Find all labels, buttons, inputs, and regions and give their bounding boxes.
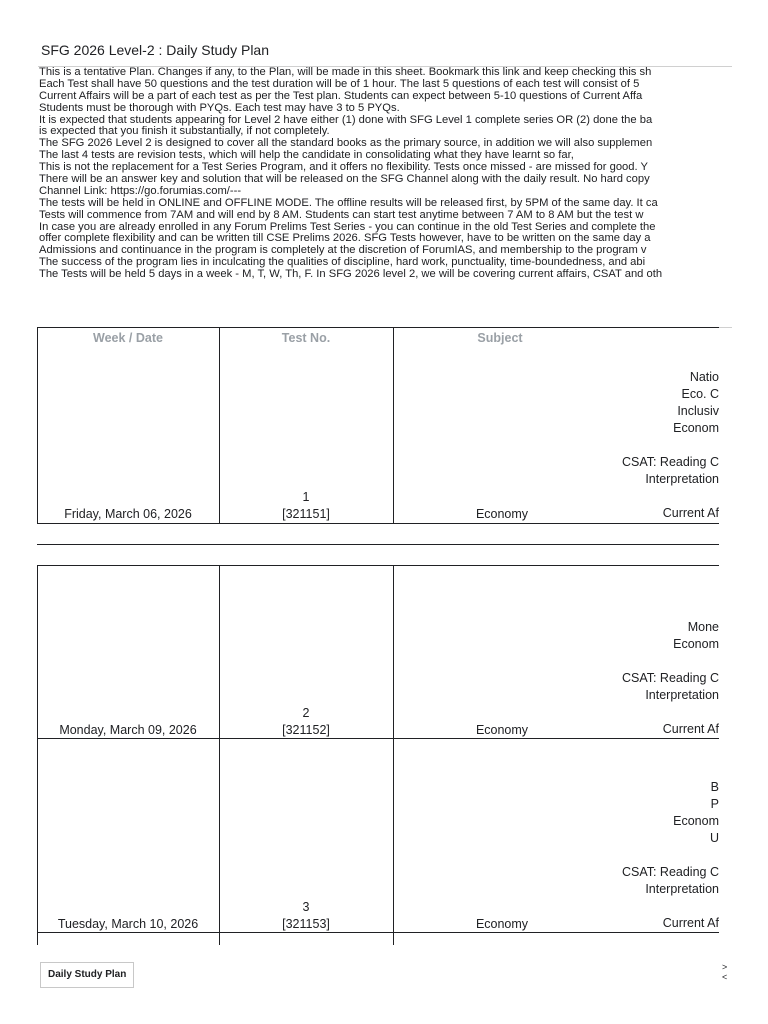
topic-line: Econom (673, 637, 719, 651)
note-line[interactable]: Admissions and continuance in the program is completely at the discretion of ForumIAS, and membership to the program v (39, 245, 647, 257)
note-line[interactable]: is expected that you finish it substantially, if not completely. (39, 126, 330, 138)
note-line[interactable]: There will be an answer key and solution that will be released on the SFG Channel along with the daily result. No hard copy (39, 174, 650, 186)
topic-line: Current Af (662, 722, 719, 736)
topic-line (622, 704, 719, 721)
topic-line (622, 488, 719, 505)
note-line[interactable]: The success of the program lies in inculcating the qualities of discipline, hard work, punctuality, time-boundedness, and abi (39, 257, 646, 269)
row-subject-cell[interactable]: Economy (475, 507, 529, 521)
grid-line (219, 327, 220, 523)
sheet-title: SFG 2026 Level-2 : Daily Study Plan (41, 42, 270, 58)
topic-line: P (710, 797, 719, 811)
grid-line (37, 327, 719, 328)
topic-line: Econom (673, 814, 719, 828)
topic-line: Interpretation (645, 472, 719, 486)
topic-line: Current Af (662, 506, 719, 520)
row-date-cell[interactable]: Friday, March 06, 2026 (64, 507, 192, 521)
grid-line (37, 523, 719, 524)
note-line[interactable]: It is expected that students appearing for Level 2 have either (1) done with SFG Level 1 complete series OR (2) done the ba (39, 114, 653, 126)
note-line[interactable]: Channel Link: https://go.forumias.com/--- (39, 185, 242, 197)
topic-line: CSAT: Reading C (621, 865, 719, 879)
topic-line: CSAT: Reading C (621, 671, 719, 685)
row-subject-cell[interactable]: Economy (475, 917, 529, 931)
grid-line (37, 565, 38, 945)
topic-line: Current Af (662, 916, 719, 930)
grid-line (393, 327, 394, 523)
topic-line: Econom (673, 421, 719, 435)
topic-line (622, 898, 719, 915)
row-topics-cell[interactable] (622, 779, 719, 932)
note-line[interactable]: Students must be thorough with PYQs. Each test may have 3 to 5 PYQs. (39, 102, 400, 114)
note-line[interactable]: The tests will be held in ONLINE and OFFLINE MODE. The offline results will be released first, by 5PM of the same day. It ca (39, 197, 658, 209)
row-date-cell[interactable]: Tuesday, March 10, 2026 (57, 917, 199, 931)
sheet-tab-daily-study-plan[interactable]: Daily Study Plan (40, 962, 134, 988)
row-test-number[interactable]: 1 (302, 490, 310, 504)
header-subject[interactable]: Subject (477, 331, 523, 345)
grid-line (37, 327, 38, 523)
topic-line (622, 847, 719, 864)
chevron-right-icon[interactable]: > (722, 962, 728, 972)
notes-block (38, 66, 732, 328)
sheet-nav-arrows[interactable] (722, 962, 727, 982)
header-test-no[interactable]: Test No. (281, 331, 331, 345)
row-test-number[interactable]: 3 (302, 900, 310, 914)
grid-line (219, 565, 220, 945)
row-subject-cell[interactable]: Economy (475, 723, 529, 737)
note-line[interactable]: This is a tentative Plan. Changes if any, to the Plan, will be made in this sheet. Bookmark this link and keep checking this sh (39, 67, 652, 78)
topic-line: Interpretation (645, 882, 719, 896)
grid-line (37, 932, 719, 933)
row-topics-cell[interactable] (622, 619, 719, 738)
note-line[interactable]: This is not the replacement for a Test Series Program, and it offers no flexibility. Tests once missed - are missed for good. Y (39, 162, 648, 174)
grid-line (37, 738, 719, 739)
topic-line: Interpretation (645, 688, 719, 702)
topic-line: Natio (689, 370, 719, 384)
header-date[interactable]: Week / Date (93, 331, 163, 345)
note-line[interactable]: Current Affairs will be a part of each test as per the Test plan. Students can expect between 5-10 questions of Current Affa (39, 90, 643, 102)
grid-line (37, 565, 719, 566)
row-test-code[interactable]: [321152] (282, 723, 330, 737)
row-test-code[interactable]: [321151] (282, 507, 330, 521)
chevron-left-icon[interactable]: < (722, 972, 728, 982)
note-line[interactable]: The SFG 2026 Level 2 is designed to cover all the standard books as the primary source, in addition we will also supplemen (39, 138, 653, 150)
note-line[interactable]: The Tests will be held 5 days in a week - M, T, W, Th, F. In SFG 2026 level 2, we will be covering current affairs, CSAT and oth (39, 269, 663, 281)
note-line[interactable]: The last 4 tests are revision tests, which will help the candidate in consolidating what they have learnt so far, (39, 150, 574, 162)
topic-line: B (710, 780, 719, 794)
topic-line: U (709, 831, 719, 845)
topic-line: CSAT: Reading C (621, 455, 719, 469)
topic-line: Eco. C (681, 387, 719, 401)
row-topics-cell[interactable] (622, 369, 719, 522)
topic-line (622, 653, 719, 670)
schedule-table (37, 327, 719, 945)
row-test-number[interactable]: 2 (302, 706, 310, 720)
row-test-code[interactable]: [321153] (282, 917, 330, 931)
topic-line (622, 437, 719, 454)
grid-line (393, 565, 394, 945)
note-line[interactable]: Each Test shall have 50 questions and the test duration will be of 1 hour. The last 5 questions of each test will consist of 5 (39, 78, 640, 90)
grid-line (37, 544, 719, 545)
row-date-cell[interactable]: Monday, March 09, 2026 (59, 723, 197, 737)
topic-line: Mone (687, 620, 719, 634)
note-line[interactable]: Tests will commence from 7AM and will end by 8 AM. Students can start test anytime between 7 AM to 8 AM but the test w (39, 209, 644, 221)
note-line[interactable]: In case you are already enrolled in any Forum Prelims Test Series - you can continue in the old Test Series and complete the (39, 221, 656, 233)
topic-line: Inclusiv (677, 404, 719, 418)
note-line[interactable]: offer complete flexibility and can be written till CSE Prelims 2026. SFG Tests however, have to be written on the same day a (39, 233, 651, 245)
